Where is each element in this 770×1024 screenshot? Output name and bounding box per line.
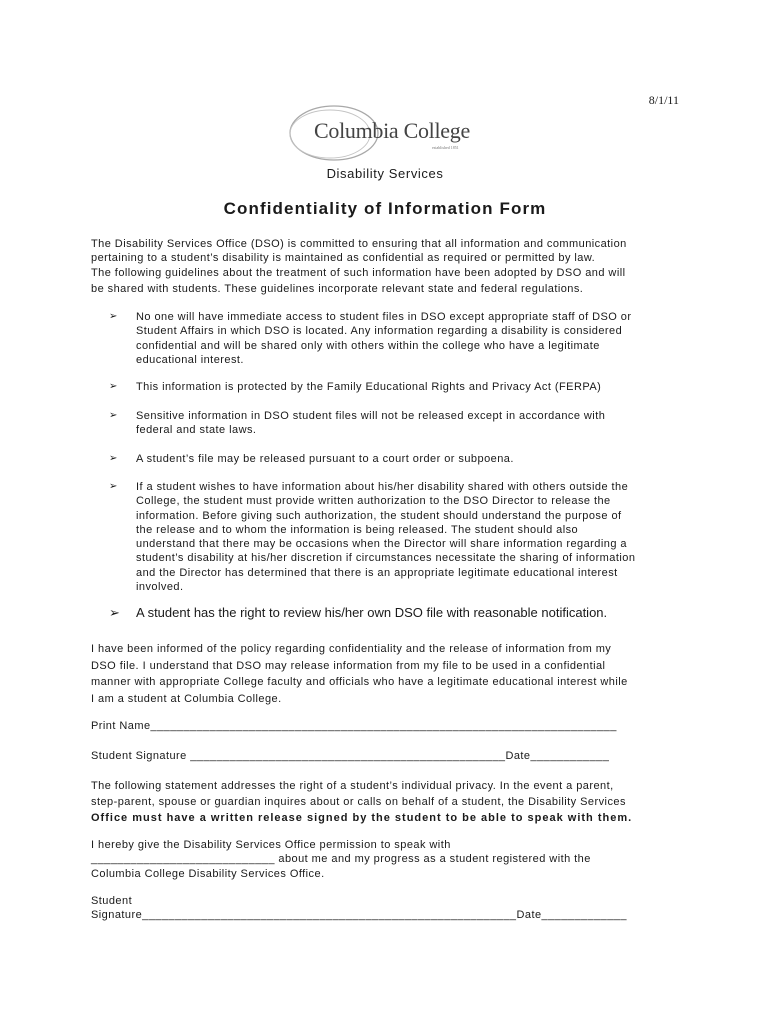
privacy-paragraph: [91, 778, 691, 826]
bullet-arrow-icon: ➢: [109, 605, 120, 620]
bullet-arrow-icon: ➢: [109, 453, 118, 464]
guideline-bullet-3: [109, 409, 679, 438]
privacy-release-notice: Office must have a written release signed by the student to be able to speak with them.: [91, 812, 633, 824]
privacy-line: step-parent, spouse or guardian inquires about or calls on behalf of a student, the Disability Services: [91, 796, 626, 808]
bullet-arrow-icon: ➢: [109, 381, 118, 392]
bullet-arrow-icon: ➢: [109, 481, 118, 492]
final-signature-block: [91, 894, 691, 923]
logo-tagline: established 1851: [432, 145, 459, 150]
bullet-line: Student Affairs in which DSO is located. Any information regarding a disability is considered: [136, 325, 623, 338]
guideline-bullet-4: [109, 452, 679, 466]
permission-contact-field[interactable]: ____________________________ about me and my progress as a student registered with the: [91, 853, 591, 866]
guideline-bullet-1: [109, 310, 679, 367]
department-subtitle: Disability Services: [326, 166, 444, 181]
privacy-line: The following statement addresses the right of a student’s individual privacy. In the event a parent,: [91, 780, 614, 792]
bullet-line: and the Director has determined that there is an appropriate legitimate educational interest: [136, 566, 618, 579]
bullet-line: Sensitive information in DSO student files will not be released except in accordance with: [136, 410, 606, 422]
bullet-arrow-icon: ➢: [109, 410, 118, 421]
ack-line: I have been informed of the policy regarding confidentiality and the release of information from my: [91, 643, 612, 655]
bullet-line: federal and state laws.: [136, 424, 257, 437]
bullet-line: A student’s file may be released pursuant to a court order or subpoena.: [136, 453, 514, 465]
bullet-line: student’s disability at his/her discretion if circumstances necessitate the sharing of information: [136, 552, 636, 565]
ack-line: DSO file. I understand that DSO may release information from my file to be used in a confidential: [91, 659, 606, 672]
bullet-line: confidential and will be shared only with others within the college who have a legitimate: [136, 339, 600, 352]
permission-line: Columbia College Disability Services Office.: [91, 867, 325, 880]
bullet-arrow-icon: ➢: [109, 311, 118, 322]
bullet-line: educational interest.: [136, 353, 244, 366]
ack-line: manner with appropriate College faculty and officials who have a legitimate educational interest while: [91, 676, 628, 688]
print-name-field[interactable]: Print Name_______________________________________________________________________: [91, 720, 617, 732]
intro-line: The following guidelines about the treatment of such information have been adopted by DSO and will: [91, 266, 626, 279]
bullet-line: information. Before giving such authorization, the student should understand the purpose of: [136, 509, 622, 522]
permission-paragraph: [91, 838, 691, 881]
final-signature-field[interactable]: Signature_________________________________________________________Date_____________: [91, 909, 627, 922]
bullet-line: understand that there may be occasions when the Director will share information regarding a: [136, 538, 627, 551]
bullet-line: This information is protected by the Family Educational Rights and Privacy Act (FERPA): [136, 381, 602, 393]
guideline-bullet-5: [109, 480, 679, 594]
permission-line: I hereby give the Disability Services Office permission to speak with: [91, 839, 451, 851]
ack-line: I am a student at Columbia College.: [91, 692, 282, 705]
page-title: Confidentiality of Information Form: [223, 199, 547, 218]
intro-paragraph: [91, 237, 691, 297]
signature-label: Student: [91, 895, 133, 907]
student-signature-field[interactable]: Student Signature ________________________________________________Date____________: [91, 750, 610, 762]
bullet-line: College, the student must provide written authorization to the DSO Director to release the: [136, 495, 611, 508]
form-date: 8/1/11: [648, 93, 679, 107]
bullet-line: If a student wishes to have information about his/her disability shared with others outside the: [136, 481, 629, 493]
acknowledgement-paragraph: [91, 641, 691, 707]
guideline-bullet-2: [109, 380, 679, 394]
college-logo: [286, 104, 486, 162]
intro-line: The Disability Services Office (DSO) is committed to ensuring that all information and communication: [91, 238, 627, 250]
intro-line: pertaining to a student’s disability is maintained as confidential as required or permitted by law.: [91, 252, 596, 265]
bullet-line: involved.: [136, 581, 184, 594]
guideline-bullet-6: [109, 605, 709, 621]
bullet-line: the release and to whom the information is being released. The student should also: [136, 523, 579, 536]
bullet-line: No one will have immediate access to student files in DSO except appropriate staff of DSO or: [136, 311, 632, 323]
intro-line: be shared with students. These guidelines incorporate relevant state and federal regulations.: [91, 283, 584, 296]
bullet-line: A student has the right to review his/her own DSO file with reasonable notification.: [136, 605, 608, 620]
logo-wordmark: Columbia College: [314, 118, 470, 143]
